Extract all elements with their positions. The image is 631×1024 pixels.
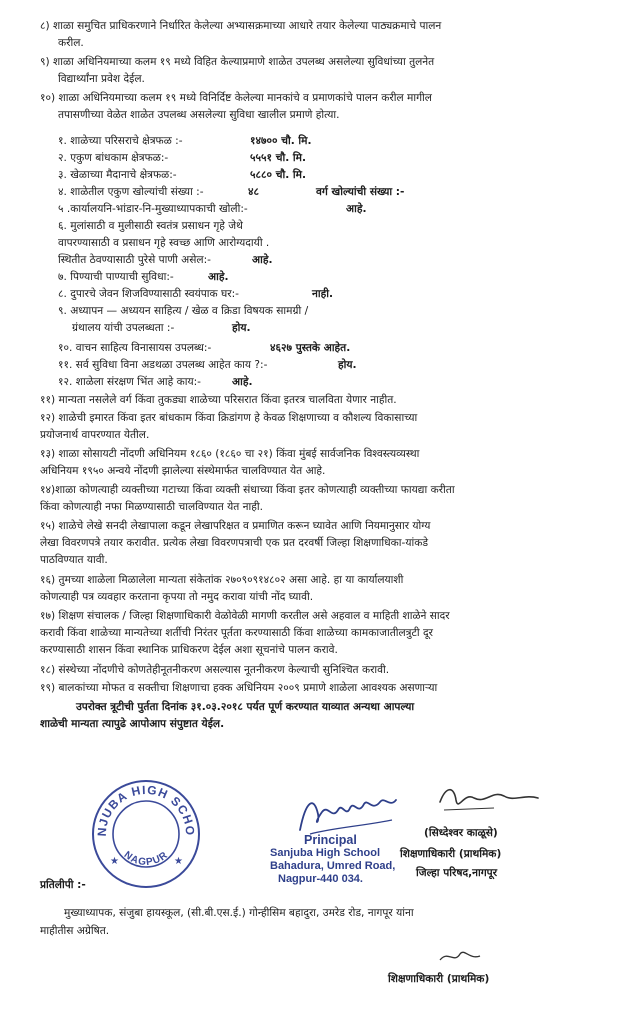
condition-line: १७) शिक्षण संचालक / जिल्हा शिक्षणाधिकारी वेळोवेळी मागणी करतील असे अहवाल व माहिती शाळेने सादर [40, 610, 450, 622]
condition-line: अधिनियम १९५० अन्वये नोंदणी झालेल्या संस्थेमार्फत चालविण्यात येत आहे. [40, 465, 326, 477]
paragraph-line: ९) शाळा अधिनियमाच्या कलम १९ मध्ये विहित केल्याप्रमाणे शाळेत उपलब्ध असलेल्या सुविधांच्या तुलनेत [40, 56, 435, 68]
condition-19 [40, 680, 600, 697]
condition-line: १६) तुमच्या शाळेला मिळालेला मान्यता संकेतांक २७०९०९१४८०२ असा आहे. हा या कार्यालयाशी [40, 574, 404, 586]
condition-line: १५) शाळेचे लेखे सनदी लेखापाला कडून लेखापरिक्षत व प्रमाणित करून घ्यावेत आणि नियमानुसार योग्य [40, 520, 431, 532]
condition-line: कोणत्याही पत्र व्यवहार करताना कृपया तो नमुद करावा यांची नोंद घ्यावी. [40, 591, 314, 603]
facility-8-value: नाही. [312, 288, 334, 300]
condition-11 [40, 392, 600, 409]
condition-12 [40, 410, 600, 444]
condition-line: लेखा विवरणपत्रे तयार करावीत. प्रत्येक लेखा विवरणपत्राची एक प्रत दरवर्षी जिल्हा शिक्षणाधिका-यांकडे [40, 537, 429, 549]
facility-7-value: आहे. [208, 271, 229, 283]
facility-9-line2: ग्रंथालय यांची उपलब्धता :- [72, 322, 175, 334]
closing-line-1: उपरोक्त त्रूटीची पुर्तता दिनांक ३१.०३.२०१८ पर्यत पूर्ण करण्यात याव्यात अन्यथा आपल्या [76, 701, 415, 713]
svg-text:★: ★ [174, 856, 183, 867]
officer-designation: शिक्षणाधिकारी (प्राथमिक) [400, 848, 502, 860]
condition-17 [40, 608, 600, 659]
condition-13 [40, 446, 600, 480]
svg-text:NAGPUR [122, 850, 171, 869]
condition-line: करण्यासाठी शासन किंवा स्थानिक प्राधिकरण देईल अशा सूचनांचे पालन करावे. [40, 644, 338, 656]
condition-line: १८) संस्थेच्या नोंदणीचे कोणतेहीनूतनीकरण असल्यास नूतनीकरण केल्याची सुनिश्चित करावी. [40, 664, 390, 676]
condition-18 [40, 662, 600, 679]
facility-12-value: आहे. [232, 376, 253, 388]
facility-2-label: २. एकुण बांधकाम क्षेत्रफळ:- [58, 152, 169, 164]
facility-8-label: ८. दुपारचे जेवन शिजविण्यासाठी स्वयंपाक घर:- [58, 288, 239, 300]
paragraph-line: विद्यार्थ्यांना प्रवेश देईल. [58, 73, 145, 85]
officer-name: (सिध्देश्वर काळूसे) [424, 827, 498, 839]
facility-12-label: १२. शाळेला संरक्षण भिंत आहे काय:- [58, 376, 201, 388]
facility-5-label: ५ .कार्यालयनि-भांडार-नि-मुख्याध्यापकाची खोली:- [58, 203, 248, 215]
condition-16 [40, 572, 600, 606]
facility-9-value: होय. [232, 322, 251, 334]
top-paragraph-8 [40, 18, 600, 52]
closing-line-2: शाळेची मान्यता त्यापुढे आपोआप संपुष्टात येईल. [40, 718, 225, 730]
facility-10-value: ४६२७ पुस्तके आहेत. [270, 342, 351, 354]
copy-line-1: मुख्याध्यापक, संजुबा हायस्कूल, (सी.बी.एस.ई.) गोन्हीसिम बहादुरा, उमरेड रोड, नागपूर यांना [64, 907, 414, 919]
condition-14 [40, 482, 600, 516]
seal-bottom-text: NAGPUR [121, 849, 171, 869]
school-seal [90, 778, 202, 890]
facility-1-value: १४७०० चौ. मि. [250, 135, 312, 147]
facility-5-value: आहे. [346, 203, 367, 215]
condition-line: ११) मान्यता नसलेले वर्ग किंवा तुकड्या शाळेच्या परिसरात किंवा इतरत्र चालविता येणार नाहीत. [40, 394, 397, 406]
paragraph-line: करील. [58, 37, 84, 49]
facility-11-label: ११. सर्व सुविधा विना अडथळा उपलब्ध आहेत काय ?:- [58, 359, 268, 371]
principal-signature [292, 790, 402, 838]
facility-6-line3: स्थितीत ठेवण्यासाठी पुरेसे पाणी असेल:- [58, 254, 211, 266]
principal-school-name: Sanjuba High School [270, 847, 381, 859]
facility-4-label: ४. शाळेतील एकुण खोल्यांची संख्या :- [58, 186, 204, 198]
facility-6-value: आहे. [252, 254, 273, 266]
principal-title: Principal [304, 833, 357, 847]
condition-line: १२) शाळेची इमारत किंवा इतर बांधकाम किंवा क्रिडांगण हे केवळ शिक्षणाच्या व कौशल्य विकासाच्या [40, 412, 418, 424]
condition-line: १९) बालकांच्या मोफत व सक्तीचा शिक्षणाचा हक्क अधिनियम २००९ प्रमाणे शाळेला आवश्यक असणाऱ्या [40, 682, 438, 694]
footer-officer-designation: शिक्षणाधिकारी (प्राथमिक) [388, 973, 490, 985]
facility-4-value: ४८ [248, 186, 260, 198]
officer-office: जिल्हा परिषद,नागपूर [416, 867, 498, 879]
condition-line: १३) शाळा सोसायटी नोंदणी अधिनियम १८६० (१८६० चा २१) किंवा मुंबई सार्वजनिक विश्वस्त्यव्यस्था [40, 448, 420, 460]
officer-signature [434, 782, 544, 822]
facility-7-label: ७. पिण्याची पाण्याची सुविधा:- [58, 271, 174, 283]
footer-signature [430, 946, 500, 966]
facility-6-line2: वापरण्यासाठी व प्रसाधन गृहे स्वच्छ आणि आरोग्यदायी . [58, 237, 270, 249]
facility-9-line1: ९. अध्यापन — अध्ययन साहित्य / खेळ व क्रिडा विषयक सामग्री / [58, 305, 309, 317]
svg-text:SANJUBA HIGH SCHOOL [90, 778, 197, 837]
facility-11-value: होय. [338, 359, 357, 371]
top-paragraph-10 [40, 90, 600, 124]
facility-3-label: ३. खेळाच्या मैदानाचे क्षेत्रफळ:- [58, 169, 177, 181]
condition-line: करावी किंवा शाळेच्या मान्यतेच्या शर्तीची निरंतर पूर्तता करण्यासाठी किंवा शाळेच्या कामकाजातीलत्रुटी दूर [40, 627, 433, 639]
facility-3-value: ५८८० चौ. मि. [250, 169, 307, 181]
copy-line-2: माहीतीस अग्रेषित. [40, 925, 110, 937]
principal-stamp [270, 834, 420, 886]
paragraph-line: १०) शाळा अधिनियमाच्या कलम १९ मध्ये विनिर्दिष्ट केलेल्या मानकांचे व प्रमाणकांचे पालन करील मागील [40, 92, 432, 104]
top-paragraph-9 [40, 54, 600, 88]
condition-line: १४)शाळा कोणत्याही व्यक्तीच्या गटाच्या किंवा व्यक्ती संधाच्या किंवा इतर कोणत्याही व्यक्तीच्या फायद्या करीता [40, 484, 455, 496]
facility-1-label: १. शाळेच्या परिसराचे क्षेत्रफळ :- [58, 135, 183, 147]
condition-line: प्रयोजनार्थ वापरण्यात येतील. [40, 429, 150, 441]
classroom-count-label: वर्ग खोल्यांची संख्या :- [316, 186, 405, 198]
svg-text:★: ★ [110, 856, 119, 867]
condition-15 [40, 518, 600, 569]
seal-top-text: NJUBA HIGH SCHO [94, 782, 198, 837]
condition-line: किंवा कोणत्याही नफा मिळण्यासाठी चालविण्यात येत नाही. [40, 501, 264, 513]
principal-address-1: Bahadura, Umred Road, [270, 860, 396, 872]
facility-10-label: १०. वाचन साहित्य विनासायस उपलब्ध:- [58, 342, 212, 354]
principal-address-2: Nagpur-440 034. [278, 873, 363, 885]
paragraph-line: तपासणीच्या वेळेत शाळेत उपलब्ध असलेल्या सुविधा खालील प्रमाणे होत्या. [58, 109, 340, 121]
paragraph-line: ८) शाळा समुचित प्राधिकरणाने निर्धारित केलेल्या अभ्यासक्रमाच्या आधारे तयार केलेल्या पाठ्यक्रमाचे पालन [40, 20, 442, 32]
condition-line: पाठविण्यात यावी. [40, 554, 108, 566]
school-seal-graphic [90, 778, 202, 890]
facility-2-value: ५५५१ चौ. मि. [250, 152, 307, 164]
facility-6-line1: ६. मुलांसाठी व मुलीसाठी स्वतंत्र प्रसाधन गृहे जेथे [58, 220, 243, 232]
copy-label: प्रतिलीपी :- [40, 879, 86, 891]
